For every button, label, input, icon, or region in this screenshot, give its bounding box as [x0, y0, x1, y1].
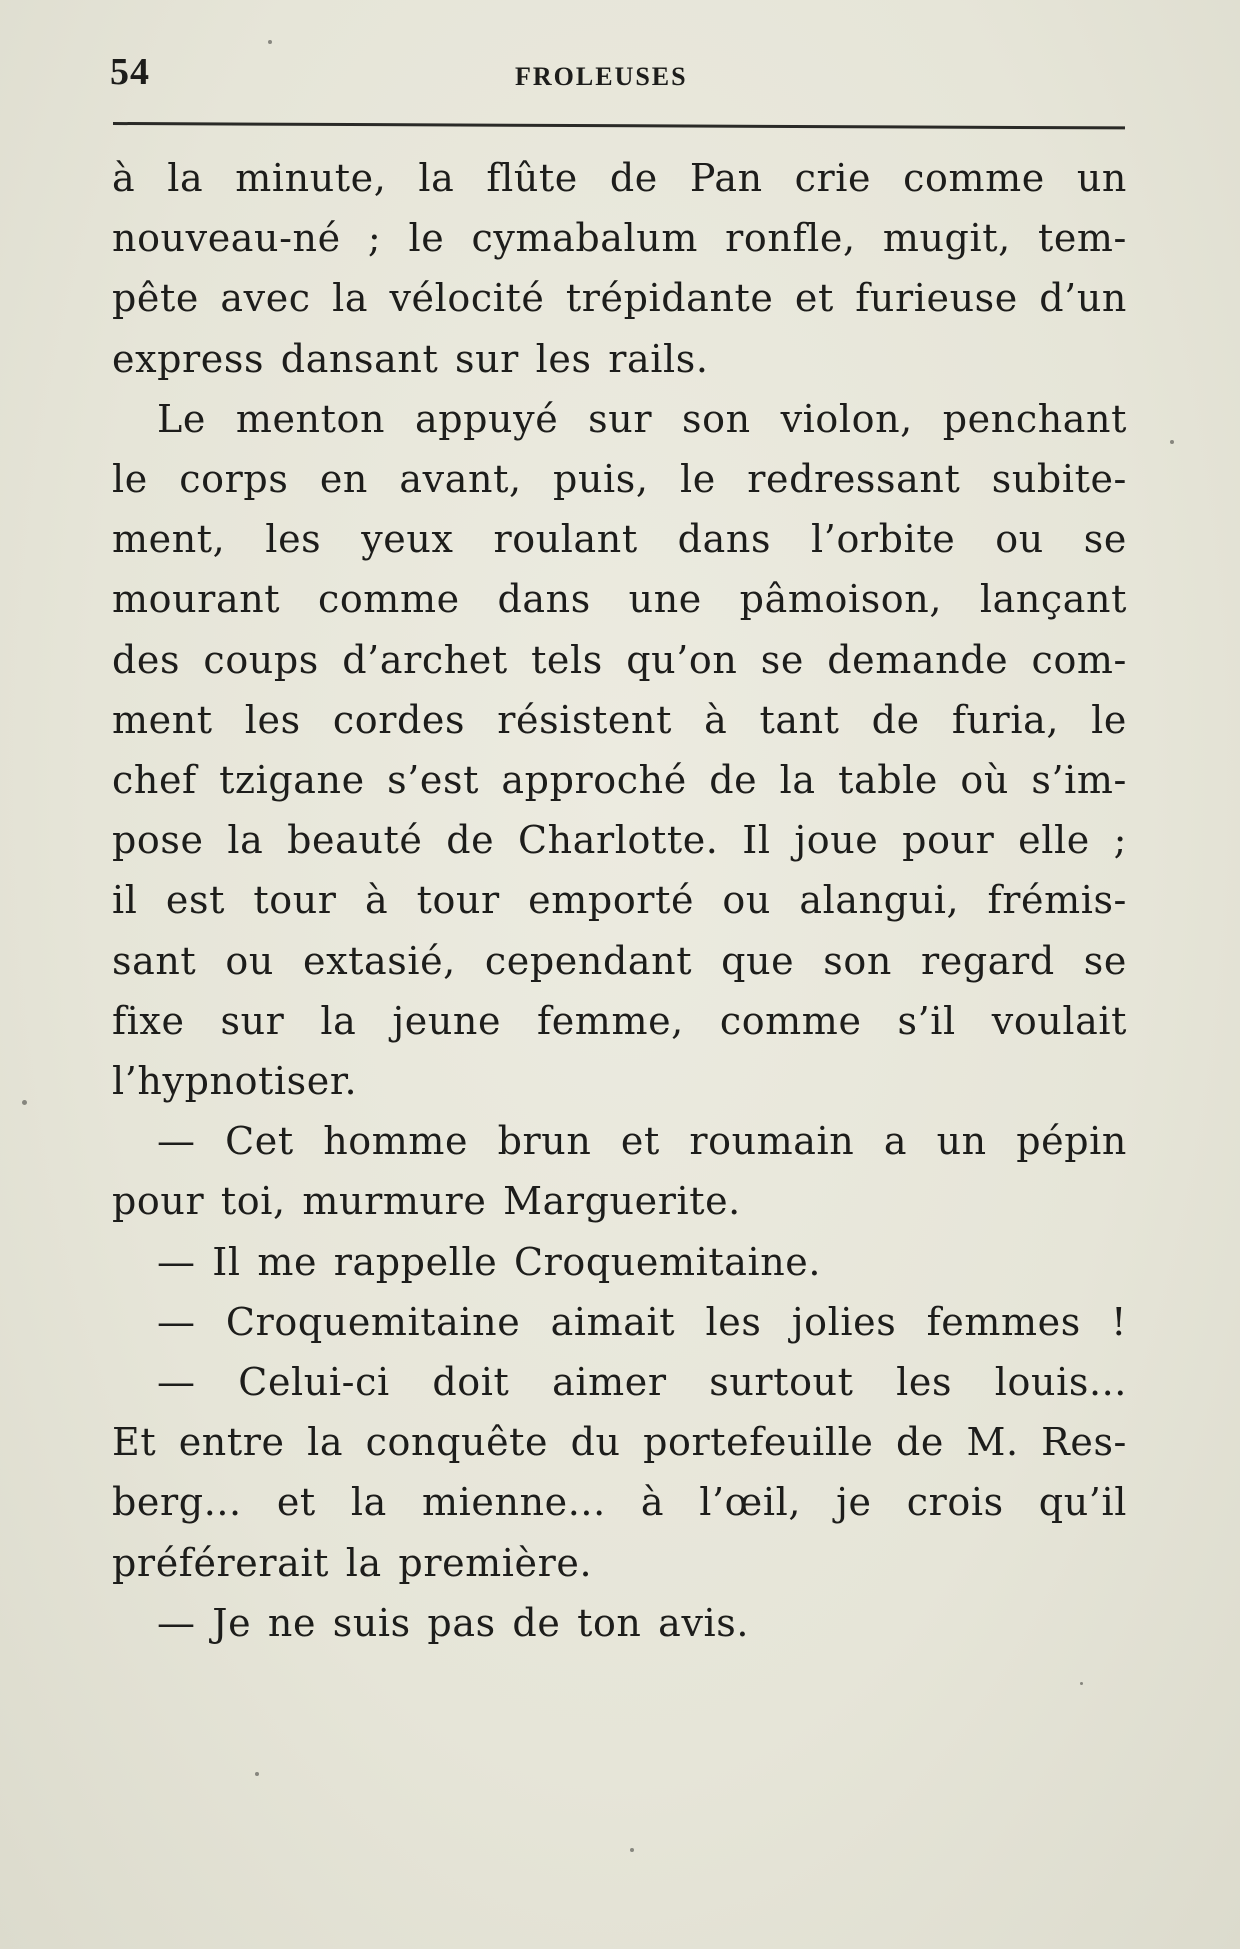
text-line: l’hypnotiser. [112, 1059, 358, 1104]
text-line: nouveau-né ; le cymabalum ronfle, mugit, tem- [112, 216, 1127, 261]
text-line: à la minute, la flûte de Pan crie comme un [112, 156, 1127, 200]
dialogue-paragraph [112, 1352, 1127, 1593]
text-line: ment, les yeux roulant dans l’orbite ou se [112, 517, 1127, 562]
dialogue-paragraph [112, 1111, 1127, 1231]
paper-speck [1170, 440, 1174, 444]
text-line: express dansant sur les rails. [112, 336, 709, 381]
text-line: — Croquemitaine aimait les jolies femmes ! [157, 1299, 1127, 1344]
text-line: — Cet homme brun et roumain a un pépin [157, 1119, 1127, 1164]
text-line: ment les cordes résistent à tant de furia, le [112, 697, 1127, 742]
paragraph [112, 389, 1127, 1111]
dialogue-paragraph [112, 1292, 1127, 1352]
page-number: 54 [110, 51, 150, 93]
paper-speck [630, 1848, 634, 1852]
text-line: — Il me rappelle Croquemitaine. [157, 1239, 822, 1284]
paper-speck [255, 1772, 259, 1776]
text-line: des coups d’archet tels qu’on se demande com- [112, 637, 1127, 682]
text-line: pête avec la vélocité trépidante et furieuse d’un [112, 276, 1127, 321]
text-line: mourant comme dans une pâmoison, lançant [112, 577, 1127, 622]
paper-speck [268, 40, 272, 44]
text-line: pour toi, murmure Marguerite. [112, 1179, 741, 1224]
text-line: le corps en avant, puis, le redressant subite- [112, 457, 1127, 502]
text-line: Le menton appuyé sur son violon, penchant [157, 396, 1127, 441]
dialogue-paragraph [112, 1232, 1127, 1292]
text-line: sant ou extasié, cependant que son regard se [112, 938, 1127, 983]
paper-speck [1080, 1682, 1083, 1685]
dialogue-paragraph [112, 1593, 1127, 1653]
paper-speck [22, 1100, 27, 1105]
text-line: chef tzigane s’est approché de la table où s’im- [112, 758, 1127, 803]
running-title: FROLEUSES [515, 62, 688, 91]
text-line: il est tour à tour emporté ou alangui, frémis- [112, 878, 1127, 923]
header-rule [113, 122, 1125, 129]
text-line: — Je ne suis pas de ton avis. [157, 1600, 750, 1645]
text-line: — Celui-ci doit aimer surtout les louis... [157, 1360, 1127, 1405]
text-line: berg... et la mienne... à l’œil, je crois qu’il [112, 1480, 1127, 1525]
page-header [110, 50, 1120, 100]
paragraph [112, 148, 1127, 389]
text-line: fixe sur la jeune femme, comme s’il voulait [112, 998, 1127, 1043]
text-line: pose la beauté de Charlotte. Il joue pour elle ; [112, 818, 1127, 863]
text-line: préférerait la première. [112, 1540, 593, 1585]
text-line: Et entre la conquête du portefeuille de M. Res- [112, 1420, 1127, 1465]
body-text [112, 148, 1127, 1653]
